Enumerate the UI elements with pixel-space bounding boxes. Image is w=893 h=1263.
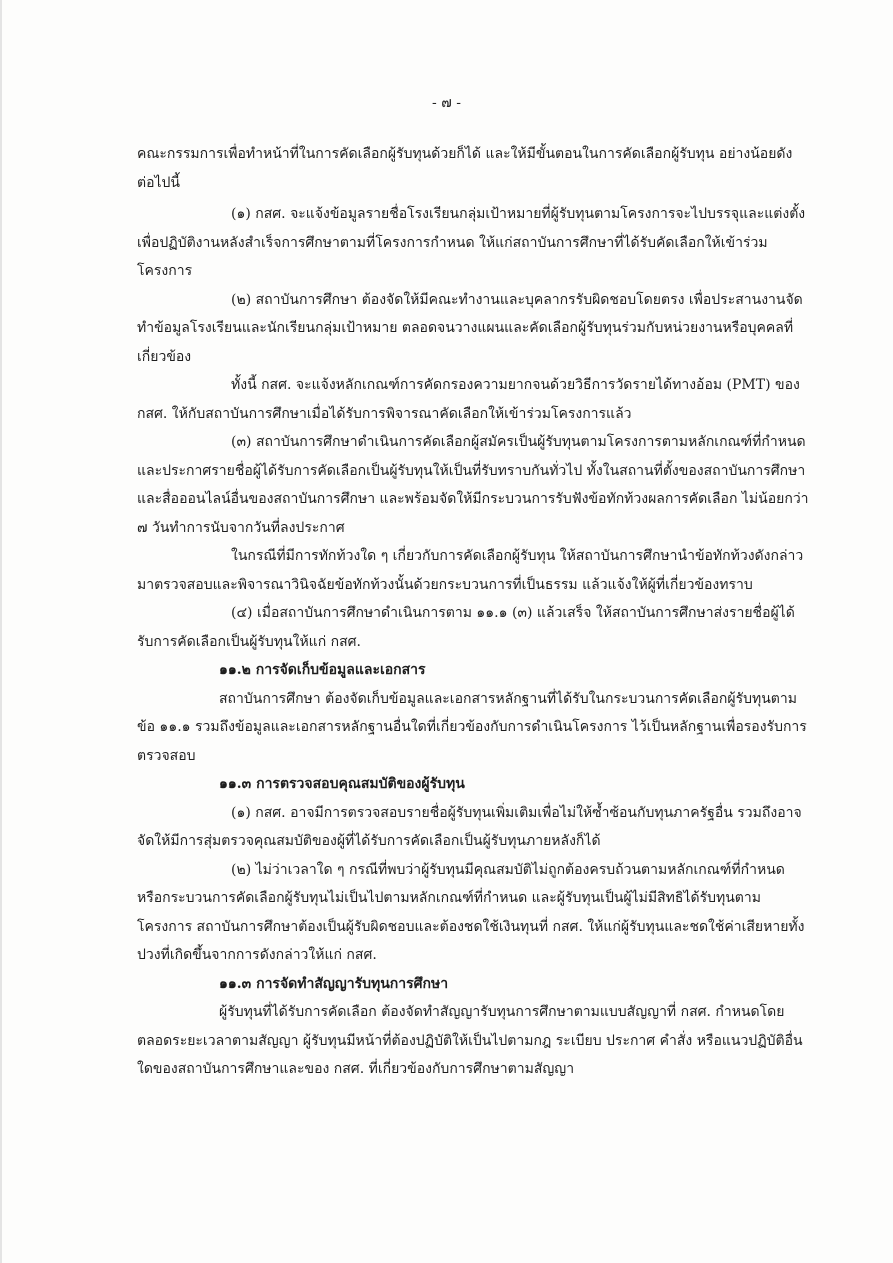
paragraph-item-4: (๔) เมื่อสถาบันการศึกษาดำเนินการตาม ๑๑.๑ (๓) แล้วเสร็จ ให้สถาบันการศึกษาส่งรายชื่อผู้ได้รับการคัดเลือกเป็นผู้รับทุนให้แก่ กสศ.: [137, 605, 795, 650]
page-body: [137, 140, 809, 1084]
paragraph-objection: ในกรณีที่มีการทักท้วงใด ๆ เกี่ยวกับการคัดเลือกผู้รับทุน ให้สถาบันการศึกษานำข้อทักท้วงดังกล่าวมาตรวจสอบและพิจารณาวินิจฉัยข้อทักท้วงนั้นด้วยกระบวนการที่เป็นธรรม แล้วแจ้งให้ผู้ที่เกี่ยวข้องทราบ: [137, 548, 804, 593]
page-edge: [0, 0, 2, 1263]
page-number: - ๗ -: [432, 95, 461, 111]
section-heading-11-3-contract: ๑๑.๓ การจัดทำสัญญารับทุนการศึกษา: [219, 975, 449, 992]
verification-item-1: (๑) กสศ. อาจมีการตรวจสอบรายชื่อผู้รับทุนเพิ่มเติมเพื่อไม่ให้ซ้ำซ้อนกับทุนภาครัฐอื่น รวมถึงอาจจัดให้มีการสุ่มตรวจคุณสมบัติของผู้ที่ได้รับการคัดเลือกเป็นผู้รับทุนภายหลังก็ได้: [137, 804, 802, 849]
paragraph-pmt-note: ทั้งนี้ กสศ. จะแจ้งหลักเกณฑ์การคัดกรองความยากจนด้วยวิธีการวัดรายได้ทางอ้อม (PMT) ของ กสศ. ให้กับสถาบันการศึกษาเมื่อได้รับการพิจารณาคัดเลือกให้เข้าร่วมโครงการแล้ว: [137, 377, 800, 422]
paragraph-item-1: (๑) กสศ. จะแจ้งข้อมูลรายชื่อโรงเรียนกลุ่มเป้าหมายที่ผู้รับทุนตามโครงการจะไปบรรจุและแต่งตั้งเพื่อปฏิบัติงานหลังสำเร็จการศึกษาตามที่โครงการกำหนด ให้แก่สถาบันการศึกษาที่ได้รับคัดเลือกให้เข้าร่วมโครงการ: [137, 206, 806, 279]
paragraph-item-3: (๓) สถาบันการศึกษาดำเนินการคัดเลือกผู้สมัครเป็นผู้รับทุนตามโครงการตามหลักเกณฑ์ที่กำหนดและประกาศรายชื่อผู้ได้รับการคัดเลือกเป็นผู้รับทุนให้เป็นที่รับทราบกันทั่วไป ทั้งในสถานที่ตั้งของสถาบันการศึกษา และสื่อออนไลน์อื่นของสถาบันการศึกษา และพร้อมจัดให้มีกระบวนการรับฟังข้อทักท้วงผลการคัดเลือก ไม่น้อยกว่า ๗ วันทำการนับจากวันที่ลงประกาศ: [137, 434, 809, 536]
paragraph-intro: คณะกรรมการเพื่อทำหน้าที่ในการคัดเลือกผู้รับทุนด้วยก็ได้ และให้มีขั้นตอนในการคัดเลือกผู้รับทุน อย่างน้อยดังต่อไปนี้: [137, 146, 793, 191]
section-text-11-2: สถาบันการศึกษา ต้องจัดเก็บข้อมูลและเอกสารหลักฐานที่ได้รับในกระบวนการคัดเลือกผู้รับทุนตามข้อ ๑๑.๑ รวมถึงข้อมูลและเอกสารหลักฐานอื่นใดที่เกี่ยวข้องกับการดำเนินโครงการ ไว้เป็นหลักฐานเพื่อรองรับการตรวจสอบ: [137, 690, 807, 764]
section-heading-11-2: ๑๑.๒ การจัดเก็บข้อมูลและเอกสาร: [219, 662, 426, 678]
verification-item-2: (๒) ไม่ว่าเวลาใด ๆ กรณีที่พบว่าผู้รับทุนมีคุณสมบัติไม่ถูกต้องครบถ้วนตามหลักเกณฑ์ที่กำหนด หรือกระบวนการคัดเลือกผู้รับทุนไม่เป็นไปตามหลักเกณฑ์ที่กำหนด และผู้รับทุนเป็นผู้ไม่มีสิทธิได้รับทุนตามโครงการ สถาบันการศึกษาต้องเป็นผู้รับผิดชอบและต้องชดใช้เงินทุนที่ กสศ. ให้แก่ผู้รับทุนและชดใช้ค่าเสียหายทั้งปวงที่เกิดขึ้นจากการดังกล่าวให้แก่ กสศ.: [137, 861, 805, 963]
section-text-11-3-contract: ผู้รับทุนที่ได้รับการคัดเลือก ต้องจัดทำสัญญารับทุนการศึกษาตามแบบสัญญาที่ กสศ. กำหนดโดยตลอดระยะเวลาตามสัญญา ผู้รับทุนมีหน้าที่ต้องปฏิบัติให้เป็นไปตามกฎ ระเบียบ ประกาศ คำสั่ง หรือแนวปฏิบัติอื่นใดของสถาบันการศึกษาและของ กสศ. ที่เกี่ยวข้องกับการศึกษาตามสัญญา: [137, 1004, 803, 1077]
paragraph-item-2: (๒) สถาบันการศึกษา ต้องจัดให้มีคณะทำงานและบุคลากรรับผิดชอบโดยตรง เพื่อประสานงานจัดทำข้อมูลโรงเรียนและนักเรียนกลุ่มเป้าหมาย ตลอดจนวางแผนและคัดเลือกผู้รับทุนร่วมกับหน่วยงานหรือบุคคลที่เกี่ยวข้อง: [137, 291, 803, 365]
section-heading-11-3-verification: ๑๑.๓ การตรวจสอบคุณสมบัติของผู้รับทุน: [219, 776, 465, 792]
